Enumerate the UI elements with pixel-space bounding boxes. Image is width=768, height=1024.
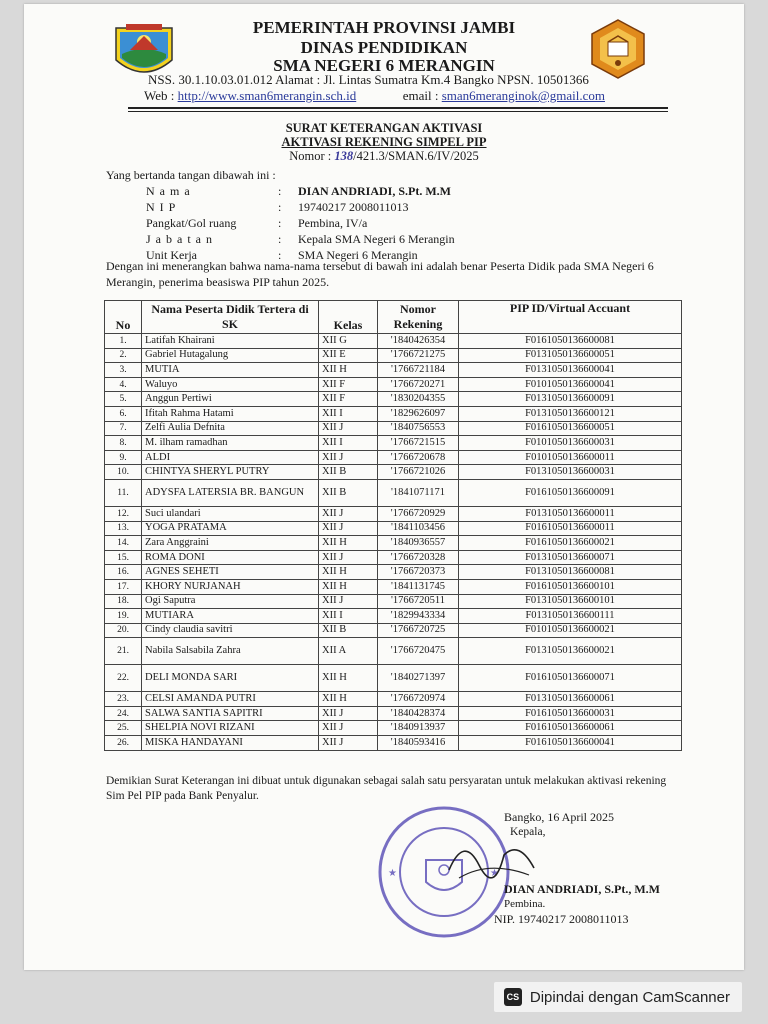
- cell-pip-id: F0131050136600031: [459, 465, 682, 480]
- cell-rekening: '1841131745: [378, 579, 459, 594]
- table-row: [105, 436, 682, 451]
- header-rekening: Nomor Rekening: [378, 301, 459, 334]
- nomor-handwritten: 138: [334, 149, 354, 163]
- cell-rekening: '1830204355: [378, 392, 459, 407]
- table-row: [105, 623, 682, 638]
- cell-kelas: XII J: [319, 521, 378, 536]
- cell-kelas: XII I: [319, 406, 378, 421]
- cell-no: 25.: [105, 721, 142, 736]
- table-header-row: [105, 301, 682, 334]
- cell-name: Zelfi Aulia Defnita: [142, 421, 319, 436]
- cell-name: ADYSFA LATERSIA BR. BANGUN: [142, 479, 319, 506]
- cell-no: 9.: [105, 450, 142, 465]
- nomor-rest: /421.3/SMAN.6/IV/2025: [353, 149, 479, 163]
- cell-name: ALDI: [142, 450, 319, 465]
- table-row: [105, 565, 682, 580]
- header-name: Nama Peserta Didik Tertera di SK: [142, 301, 319, 334]
- table-row: [105, 377, 682, 392]
- cell-no: 23.: [105, 692, 142, 707]
- camscanner-label: Dipindai dengan CamScanner: [529, 988, 730, 1006]
- cell-name: AGNES SEHETI: [142, 565, 319, 580]
- cell-pip-id: F0131050136600041: [459, 363, 682, 378]
- cell-pip-id: F0131050136600021: [459, 638, 682, 665]
- cell-name: MUTIA: [142, 363, 319, 378]
- svg-text:★: ★: [490, 868, 499, 879]
- intro-text: Yang bertanda tangan dibawah ini :: [106, 168, 276, 182]
- cell-no: 19.: [105, 609, 142, 624]
- cell-rekening: '1766721515: [378, 436, 459, 451]
- cell-rekening: '1840756553: [378, 421, 459, 436]
- signature-icon: [444, 830, 544, 890]
- field-key: N I P: [146, 200, 177, 214]
- letterhead: [24, 4, 744, 112]
- closing-paragraph: Demikian Surat Keterangan ini dibuat untuk digunakan sebagai salah satu persyaratan untuk melakukan aktivasi rekening Sim Pel PIP pada Bank Penyalur.: [106, 775, 667, 802]
- cell-name: M. ilham ramadhan: [142, 436, 319, 451]
- cell-kelas: XII I: [319, 436, 378, 451]
- cell-name: CHINTYA SHERYL PUTRY: [142, 465, 319, 480]
- cell-kelas: XII F: [319, 377, 378, 392]
- cell-rekening: '1841071171: [378, 479, 459, 506]
- letter-number: [24, 149, 744, 164]
- email-label: email :: [402, 88, 439, 103]
- cell-pip-id: F0131050136600101: [459, 594, 682, 609]
- cell-pip-id: F0131050136600121: [459, 406, 682, 421]
- cell-name: Ifitah Rahma Hatami: [142, 406, 319, 421]
- cell-pip-id: F0161050136600071: [459, 665, 682, 692]
- cell-no: 7.: [105, 421, 142, 436]
- field-key: Pangkat/Gol ruang: [146, 216, 237, 230]
- letter-subtitle: AKTIVASI REKENING SIMPEL PIP: [281, 135, 487, 149]
- cell-name: DELI MONDA SARI: [142, 665, 319, 692]
- cell-kelas: XII J: [319, 506, 378, 521]
- cell-no: 8.: [105, 436, 142, 451]
- email-link[interactable]: sman6meranginok@gmail.com: [441, 88, 605, 103]
- cell-rekening: '1840271397: [378, 665, 459, 692]
- letter-title: SURAT KETERANGAN AKTIVASI: [285, 121, 483, 135]
- nomor-label: Nomor :: [289, 149, 332, 163]
- cell-kelas: XII J: [319, 450, 378, 465]
- table-row: [105, 392, 682, 407]
- field-key: N a m a: [146, 184, 191, 198]
- cell-name: SHELPIA NOVI RIZANI: [142, 721, 319, 736]
- cell-rekening: '1766721026: [378, 465, 459, 480]
- table-row: [105, 550, 682, 565]
- cell-no: 1.: [105, 334, 142, 349]
- letterhead-line2: DINAS PENDIDIKAN: [300, 38, 468, 57]
- cell-no: 17.: [105, 579, 142, 594]
- cell-pip-id: F0131050136600081: [459, 565, 682, 580]
- cell-kelas: XII F: [319, 392, 378, 407]
- field-colon: :: [278, 216, 282, 230]
- cell-pip-id: F0161050136600091: [459, 479, 682, 506]
- cell-rekening: '1841103456: [378, 521, 459, 536]
- header-kelas: Kelas: [319, 301, 378, 334]
- table-row: [105, 450, 682, 465]
- cell-pip-id: F0161050136600051: [459, 421, 682, 436]
- web-label: Web :: [144, 88, 175, 103]
- cell-no: 22.: [105, 665, 142, 692]
- camscanner-icon: CS: [504, 988, 522, 1006]
- cell-no: 3.: [105, 363, 142, 378]
- table-row: [105, 406, 682, 421]
- cell-rekening: '1766720475: [378, 638, 459, 665]
- table-row: [105, 579, 682, 594]
- cell-pip-id: F0131050136600061: [459, 692, 682, 707]
- table-row: [105, 692, 682, 707]
- cell-rekening: '1766720328: [378, 550, 459, 565]
- cell-pip-id: F0161050136600101: [459, 579, 682, 594]
- cell-pip-id: F0161050136600061: [459, 721, 682, 736]
- cell-pip-id: F0161050136600031: [459, 706, 682, 721]
- cell-name: Waluyo: [142, 377, 319, 392]
- cell-rekening: '1766721184: [378, 363, 459, 378]
- cell-kelas: XII H: [319, 565, 378, 580]
- svg-text:★: ★: [388, 868, 397, 879]
- table-row: [105, 594, 682, 609]
- table-row: [105, 479, 682, 506]
- cell-name: Zara Anggraini: [142, 536, 319, 551]
- cell-kelas: XII J: [319, 736, 378, 751]
- cell-rekening: '1766720725: [378, 623, 459, 638]
- cell-kelas: XII I: [319, 609, 378, 624]
- table-row: [105, 536, 682, 551]
- letterhead-rule: [128, 107, 668, 109]
- cell-kelas: XII J: [319, 421, 378, 436]
- cell-no: 11.: [105, 479, 142, 506]
- field-key: Unit Kerja: [146, 248, 197, 262]
- cell-pip-id: F0101050136600021: [459, 623, 682, 638]
- letterhead-address: NSS. 30.1.10.03.01.012 Alamat : Jl. Lintas Sumatra Km.4 Bangko NPSN. 10501366: [148, 72, 589, 87]
- field-colon: :: [278, 232, 282, 246]
- header-no: No: [105, 301, 142, 334]
- signatory-rank: Pembina.: [504, 898, 546, 910]
- cell-kelas: XII H: [319, 536, 378, 551]
- cell-rekening: '1840426354: [378, 334, 459, 349]
- cell-no: 6.: [105, 406, 142, 421]
- cell-rekening: '1766720511: [378, 594, 459, 609]
- cell-no: 18.: [105, 594, 142, 609]
- table-row: [105, 348, 682, 363]
- web-link[interactable]: http://www.sman6merangin.sch.id: [177, 88, 357, 103]
- field-colon: :: [278, 248, 282, 262]
- cell-kelas: XII E: [319, 348, 378, 363]
- cell-pip-id: F0161050136600021: [459, 536, 682, 551]
- cell-kelas: XII J: [319, 594, 378, 609]
- cell-pip-id: F0131050136600071: [459, 550, 682, 565]
- cell-kelas: XII A: [319, 638, 378, 665]
- cell-name: Nabila Salsabila Zahra: [142, 638, 319, 665]
- table-row: [105, 421, 682, 436]
- cell-pip-id: F0161050136600011: [459, 521, 682, 536]
- table-row: [105, 706, 682, 721]
- letterhead-contact: [144, 88, 605, 104]
- cell-kelas: XII J: [319, 550, 378, 565]
- cell-no: 5.: [105, 392, 142, 407]
- cell-no: 20.: [105, 623, 142, 638]
- table-row: [105, 521, 682, 536]
- signatory-title: Kepala,: [510, 826, 546, 838]
- signatory-nip: NIP. 19740217 2008011013: [494, 912, 629, 926]
- cell-rekening: '1840593416: [378, 736, 459, 751]
- cell-name: MUTIARA: [142, 609, 319, 624]
- table-row: [105, 465, 682, 480]
- cell-no: 12.: [105, 506, 142, 521]
- cell-name: Cindy claudia savitri: [142, 623, 319, 638]
- cell-name: SALWA SANTIA SAPITRI: [142, 706, 319, 721]
- cell-rekening: '1840936557: [378, 536, 459, 551]
- table-row: [105, 721, 682, 736]
- field-value: Pembina, IV/a: [298, 216, 368, 230]
- table-row: [105, 334, 682, 349]
- cell-rekening: '1840913937: [378, 721, 459, 736]
- cell-name: CELSI AMANDA PUTRI: [142, 692, 319, 707]
- cell-name: Latifah Khairani: [142, 334, 319, 349]
- cell-no: 15.: [105, 550, 142, 565]
- field-value: 19740217 2008011013: [298, 200, 409, 214]
- cell-rekening: '1766720974: [378, 692, 459, 707]
- field-colon: :: [278, 184, 282, 198]
- cell-name: Gabriel Hutagalung: [142, 348, 319, 363]
- cell-no: 14.: [105, 536, 142, 551]
- cell-rekening: '1766720678: [378, 450, 459, 465]
- cell-no: 4.: [105, 377, 142, 392]
- cell-pip-id: F0131050136600091: [459, 392, 682, 407]
- letterhead-line3: SMA NEGERI 6 MERANGIN: [273, 56, 495, 75]
- document-page: [24, 4, 744, 970]
- cell-name: Ogi Saputra: [142, 594, 319, 609]
- cell-rekening: '1766720373: [378, 565, 459, 580]
- cell-kelas: XII G: [319, 334, 378, 349]
- cell-name: Anggun Pertiwi: [142, 392, 319, 407]
- header-pip-id: PIP ID/Virtual Accuant: [459, 301, 682, 334]
- place-date: Bangko, 16 April 2025: [504, 810, 614, 824]
- table-row: [105, 506, 682, 521]
- cell-kelas: XII H: [319, 363, 378, 378]
- cell-no: 26.: [105, 736, 142, 751]
- table-row: [105, 736, 682, 751]
- cell-name: MISKA HANDAYANI: [142, 736, 319, 751]
- cell-kelas: XII H: [319, 665, 378, 692]
- cell-rekening: '1766721275: [378, 348, 459, 363]
- cell-rekening: '1829626097: [378, 406, 459, 421]
- cell-rekening: '1840428374: [378, 706, 459, 721]
- field-value: SMA Negeri 6 Merangin: [298, 248, 418, 262]
- cell-name: KHORY NURJANAH: [142, 579, 319, 594]
- statement-paragraph: Dengan ini menerangkan bahwa nama-nama tersebut di bawah ini adalah benar Peserta Didik pada SMA Negeri 6 Merangin, penerima beasiswa PIP tahun 2025.: [106, 259, 654, 289]
- cell-name: Suci ulandari: [142, 506, 319, 521]
- field-value: Kepala SMA Negeri 6 Merangin: [298, 232, 455, 246]
- field-key: J a b a t a n: [146, 232, 213, 246]
- cell-rekening: '1766720271: [378, 377, 459, 392]
- field-value: DIAN ANDRIADI, S.Pt. M.M: [298, 184, 451, 198]
- cell-no: 16.: [105, 565, 142, 580]
- cell-kelas: XII J: [319, 721, 378, 736]
- cell-no: 13.: [105, 521, 142, 536]
- cell-kelas: XII H: [319, 579, 378, 594]
- cell-no: 10.: [105, 465, 142, 480]
- cell-pip-id: F0131050136600011: [459, 506, 682, 521]
- cell-pip-id: F0101050136600031: [459, 436, 682, 451]
- table-row: [105, 363, 682, 378]
- student-table: [104, 300, 682, 751]
- table-row: [105, 609, 682, 624]
- table-row: [105, 665, 682, 692]
- cell-kelas: XII J: [319, 706, 378, 721]
- cell-pip-id: F0161050136600081: [459, 334, 682, 349]
- cell-pip-id: F0131050136600111: [459, 609, 682, 624]
- cell-rekening: '1829943334: [378, 609, 459, 624]
- cell-kelas: XII B: [319, 623, 378, 638]
- cell-pip-id: F0101050136600011: [459, 450, 682, 465]
- cell-no: 2.: [105, 348, 142, 363]
- cell-kelas: XII B: [319, 465, 378, 480]
- cell-pip-id: F0161050136600041: [459, 736, 682, 751]
- cell-kelas: XII B: [319, 479, 378, 506]
- cell-no: 24.: [105, 706, 142, 721]
- cell-name: ROMA DONI: [142, 550, 319, 565]
- cell-pip-id: F0101050136600041: [459, 377, 682, 392]
- cell-rekening: '1766720929: [378, 506, 459, 521]
- cell-pip-id: F0131050136600051: [459, 348, 682, 363]
- camscanner-watermark: [494, 982, 742, 1012]
- table-row: [105, 638, 682, 665]
- cell-kelas: XII H: [319, 692, 378, 707]
- cell-no: 21.: [105, 638, 142, 665]
- field-colon: :: [278, 200, 282, 214]
- cell-name: YOGA PRATAMA: [142, 521, 319, 536]
- letterhead-rule-thin: [128, 111, 668, 112]
- letterhead-line1: PEMERINTAH PROVINSI JAMBI: [252, 18, 516, 37]
- signatory-name: DIAN ANDRIADI, S.Pt., M.M: [504, 882, 660, 896]
